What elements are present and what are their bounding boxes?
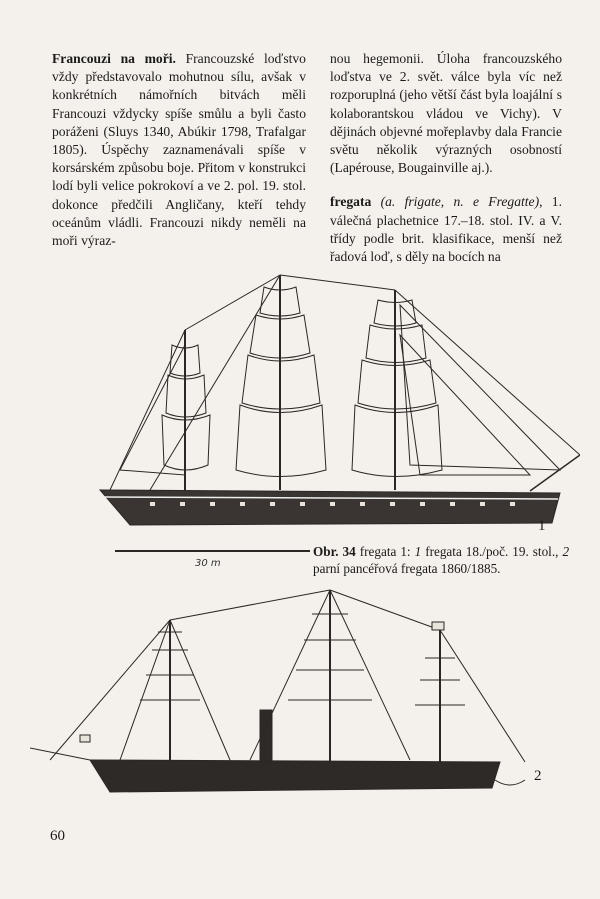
left-text-column xyxy=(52,50,306,250)
caption-figure-number: Obr. 34 xyxy=(313,544,356,559)
caption-title: fregata 1: xyxy=(355,544,415,559)
page-number: 60 xyxy=(50,828,65,844)
figure-label-2: 2 xyxy=(534,768,542,784)
paragraph-francouzi-na-mori xyxy=(52,50,306,250)
figure-caption xyxy=(313,543,569,578)
figure-label-1: 1 xyxy=(538,518,546,534)
caption-item-2-number: 2 xyxy=(562,544,570,559)
caption-item-1-number: 1 xyxy=(414,544,422,559)
frigate-sailing-ship-illustration xyxy=(90,265,580,540)
section-heading: Francouzi na moři. xyxy=(52,51,176,66)
entry-etymology: (a. frigate, n. e Fregatte) xyxy=(380,194,540,210)
caption-item-2-text: parní pancéřová fregata 1860/1885. xyxy=(313,561,501,577)
entry-term: fregata xyxy=(330,194,372,210)
caption-item-1-text: fregata 18./poč. 19. stol., xyxy=(421,544,563,559)
scale-bar xyxy=(115,546,315,556)
steam-ironclad-frigate-illustration xyxy=(30,580,530,805)
paragraph-text: Francouzské loďstvo vždy představovalo mohutnou sílu, avšak v konkrétních námořních bitvách měli Francouzi vždycky spíše smůlu a byli často poráženi (Sluys 1340, Abúkir 1798, Trafalgar 1805). Úspěchy zaznamenávali spíše v korsárském způsobu boje. Přitom v konstrukci lodí byli velice pokrokoví a ve 2. pol. 19. stol. dokonce předčili Angličany, kteří tehdy oceánům vládli. Francouzi nikdy neměli na moři výraz- xyxy=(52,51,306,249)
entry-text: , 1. válečná plachetnice 17.–18. stol. IV. a V. třídy podle brit. klasifikace, menší než řadová loď, s děly na bocích na xyxy=(330,194,562,265)
paragraph-continuation: nou hegemonii. Úloha francouzského loďstva ve 2. svět. válce byla víc než rozporuplná (jeho větší část byla loajální s kolaborantskou vládou ve Vichy). V dějinách objevné mořeplavby dala Francie světu několik výrazných osobností (Lapérouse, Bougainville aj.). xyxy=(330,51,562,176)
right-text-column xyxy=(330,50,562,266)
scale-label: 30 m xyxy=(195,558,221,569)
dictionary-entry-fregata xyxy=(330,193,562,266)
